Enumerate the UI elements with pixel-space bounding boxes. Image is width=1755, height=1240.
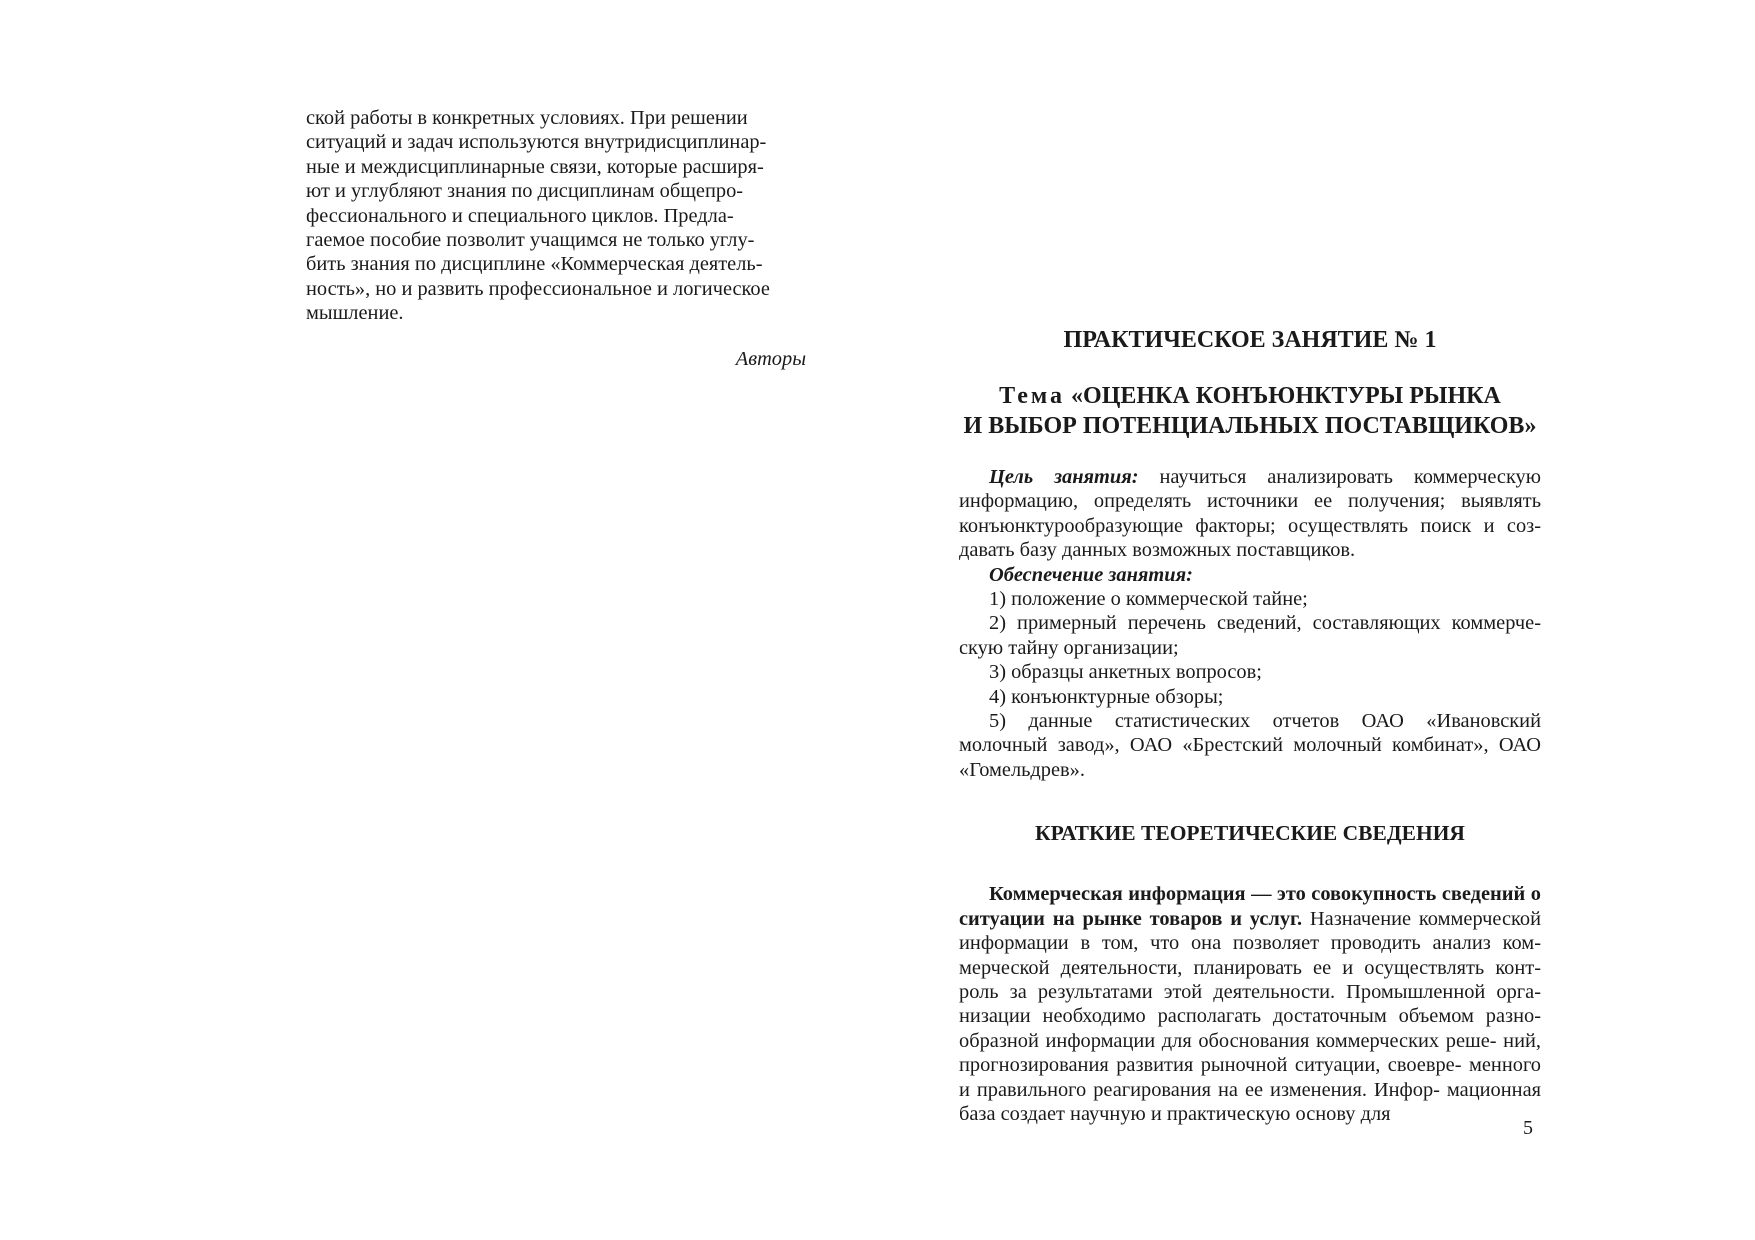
topic-line-2: И ВЫБОР ПОТЕНЦИАЛЬНЫХ ПОСТАВЩИКОВ» (963, 413, 1537, 439)
paragraph-line: фессионального и специального циклов. Предла- (306, 204, 734, 227)
paragraph-line: ные и междисциплинарные связи, которые расширя- (306, 155, 764, 178)
paragraph-line: ситуаций и задач используются внутридисциплинар- (306, 131, 767, 154)
paragraph-line: ют и углубляют знания по дисциплинам общепро- (306, 180, 744, 203)
section-title: КРАТКИЕ ТЕОРЕТИЧЕСКИЕ СВЕДЕНИЯ (1035, 821, 1465, 846)
intro-paragraph (306, 106, 806, 326)
goal-text: научиться анализировать коммерческую информацию, определять источники ее получения; выявлять конъюнктурообразующие факторы; осуществлять поиск и соз- давать базу данных возможных поставщиков. (959, 466, 1541, 562)
paragraph-last-line: мышление. (306, 302, 404, 325)
paragraph-line: гаемое пособие позволит учащимся не только углу- (306, 229, 755, 252)
provision-item: 3) образцы анкетных вопросов; (989, 661, 1262, 684)
paragraph-line: ность», но и развить профессиональное и логическое (306, 277, 770, 300)
provision-item: 1) положение о коммерческой тайне; (989, 588, 1308, 611)
paragraph-line: бить знания по дисциплине «Коммерческая деятель- (306, 253, 763, 276)
left-text-column (306, 106, 806, 371)
goal-paragraph (959, 465, 1541, 563)
definition-text: Назначение коммерческой информации в том, что она позволяет проводить анализ ком- мерческой деятельности, планировать ее и осуществлять конт- роль за результатами этой деятельности. Промышленной орга- низации необходимо располагать достаточным объемом разно- образной информации для обоснования коммерческих реше- ний, прогнозирования развития рыночной ситуации, своевре- менного и правильного реагирования на ее изменения. Инфор- мационная база создает научную и практическую основу для (959, 907, 1541, 1125)
lesson-title: ПРАКТИЧЕСКОЕ ЗАНЯТИЕ № 1 (1063, 327, 1437, 353)
definition-bold: Коммерческая информация — это совокупность сведений о ситуации на рынке товаров и услуг. (959, 883, 1541, 930)
goal-label: Цель занятия: (989, 466, 1139, 488)
provision-label: Обеспечение занятия: (989, 563, 1193, 586)
provision-item: 2) примерный перечень сведений, составляющих коммерче- скую тайну организации; (959, 612, 1541, 659)
provision-item: 4) конъюнктурные обзоры; (989, 685, 1224, 708)
topic-label: Тема (999, 383, 1066, 409)
provision-item: 5) данные статистических отчетов ОАО «Ивановский молочный завод», ОАО «Брестский молочный комбинат», ОАО «Гомельдрев». (959, 710, 1541, 781)
goal-block (959, 465, 1541, 782)
paragraph-line: ской работы в конкретных условиях. При решении (306, 107, 748, 129)
topic-heading (959, 381, 1541, 441)
authors-signature: Авторы (735, 347, 806, 370)
page-number: 5 (1523, 1117, 1533, 1139)
right-page (877, 0, 1755, 1240)
left-page (0, 0, 877, 1240)
theory-block (959, 882, 1541, 1126)
topic-line-1: «ОЦЕНКА КОНЪЮНКТУРЫ РЫНКА (1071, 383, 1501, 409)
theory-paragraph (959, 882, 1541, 1126)
right-text-column (959, 326, 1541, 1126)
